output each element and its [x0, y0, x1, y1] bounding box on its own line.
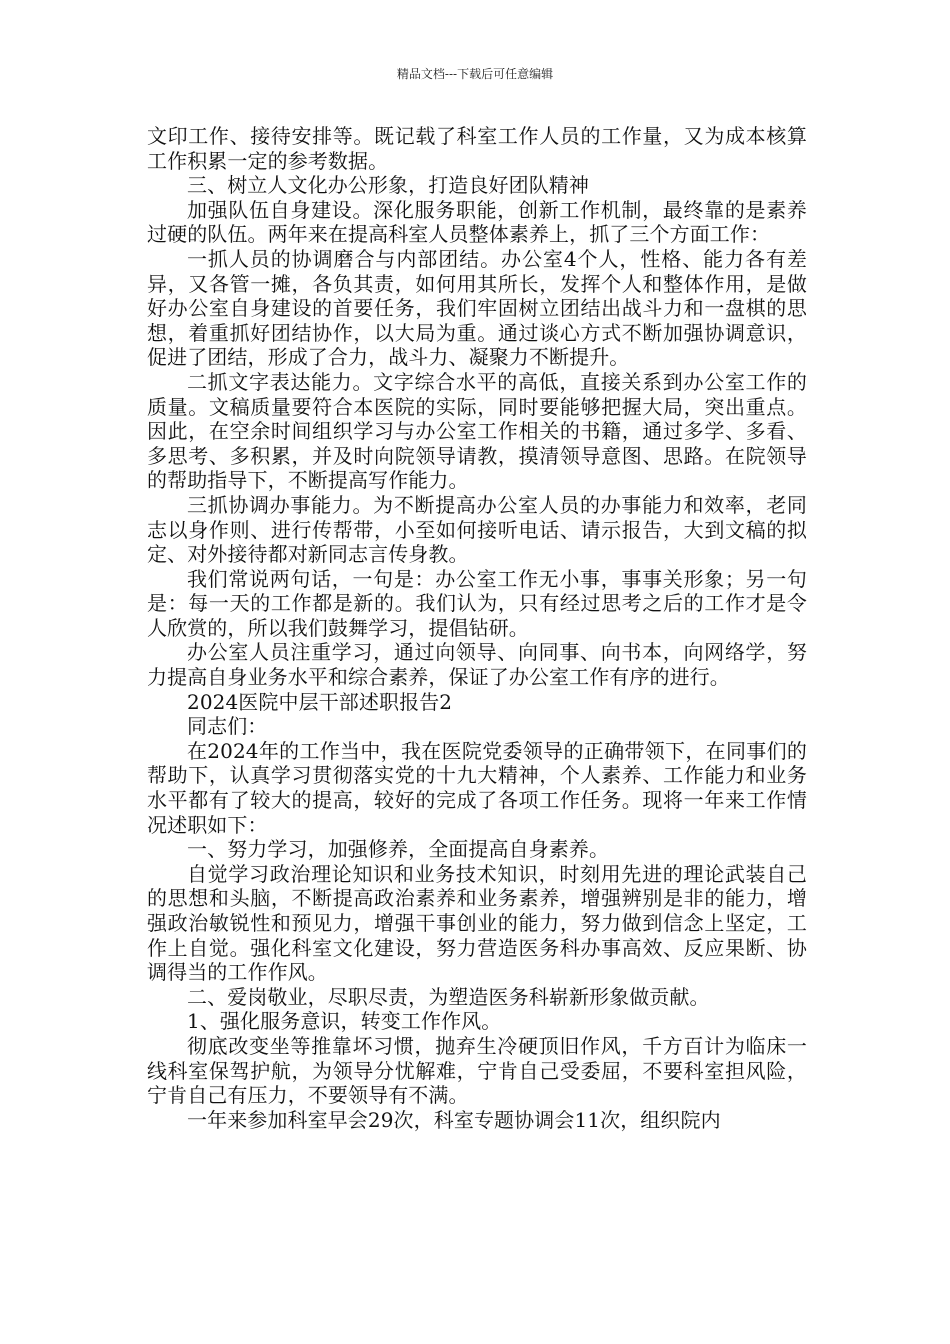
paragraph: 二抓文字表达能力。文字综合水平的高低，直接关系到办公室工作的质量。文稿质量要符合本医院的实际，同时要能够把握大局，突出重点。因此，在空余时间组织学习与办公室工作相关的书籍，通过多学、多看、多思考、多积累，并及时向院领导请教，摸清领导意图、思路。在院领导的帮助指导下，不断提高写作能力。	[147, 369, 807, 493]
paragraph-continuation: 文印工作、接待安排等。既记载了科室工作人员的工作量，又为成本核算工作积累一定的参考数据。	[147, 124, 807, 173]
section-heading-1: 一、努力学习，加强修养，全面提高自身素养。	[187, 837, 610, 862]
paragraph: 办公室人员注重学习，通过向领导、向同事、向书本，向网络学，努力提高自身业务水平和综合素养，保证了办公室工作有序的进行。	[147, 640, 807, 690]
paragraph: 加强队伍自身建设。深化服务职能，创新工作机制，最终靠的是素养过硬的队伍。两年来在提高科室人员整体素养上，抓了三个方面工作：	[147, 197, 807, 247]
paragraph: 我们常说两句话，一句是：办公室工作无小事，事事关形象；另一句是：每一天的工作都是新的。我们认为，只有经过思考之后的工作才是令人欣赏的，所以我们鼓舞学习，提倡钻研。	[147, 566, 807, 640]
paragraph: 自觉学习政治理论知识和业务技术知识，时刻用先进的理论武装自己的思想和头脑，不断提高政治素养和业务素养，增强辨别是非的能力，增强政治敏锐性和预见力，增强干事创业的能力，努力做到信念上坚定，工作上自觉。强化科室文化建设，努力营造医务科办事高效、反应果断、协调得当的工作作风。	[147, 861, 807, 985]
paragraph: 一抓人员的协调磨合与内部团结。办公室4个人，性格、能力各有差异，又各管一摊，各负其责，如何用其所长，发挥个人和整体作用，是做好办公室自身建设的首要任务，我们牢固树立团结出战斗力和一盘棋的思想，着重抓好团结协作，以大局为重。通过谈心方式不断加强协调意识，促进了团结，形成了合力，战斗力、凝聚力不断提升。	[147, 246, 807, 370]
section-heading-3: 三、树立人文化办公形象，打造良好团队精神	[187, 173, 589, 198]
report-title: 2024医院中层干部述职报告2	[187, 689, 453, 714]
section-heading-2: 二、爱岗敬业，尽职尽责，为塑造医务科崭新形象做贡献。	[187, 984, 710, 1009]
paragraph: 彻底改变坐等推靠坏习惯，抛弃生冷硬顶旧作风，千方百计为临床一线科室保驾护航，为领导分忧解难，宁肯自己受委屈，不要科室担风险，宁肯自己有压力，不要领导有不满。	[147, 1033, 807, 1108]
subsection-heading: 1、强化服务意识，转变工作作风。	[187, 1009, 502, 1034]
paragraph: 在2024年的工作当中，我在医院党委领导的正确带领下，在同事们的帮助下，认真学习贯彻落实党的十九大精神，个人素养、工作能力和业务水平都有了较大的提高，较好的完成了各项工作任务。现将一年来工作情况述职如下：	[147, 738, 807, 837]
page-header: 精品文档---下载后可任意编辑	[396, 67, 554, 81]
document-body	[147, 124, 807, 1132]
paragraph: 三抓协调办事能力。为不断提高办公室人员的办事能力和效率，老同志以身作则、进行传帮带，小至如何接听电话、请示报告，大到文稿的拟定、对外接待都对新同志言传身教。	[147, 492, 807, 567]
paragraph: 一年来参加科室早会29次，科室专题协调会11次，组织院内	[187, 1107, 721, 1132]
salutation: 同志们：	[187, 714, 268, 739]
